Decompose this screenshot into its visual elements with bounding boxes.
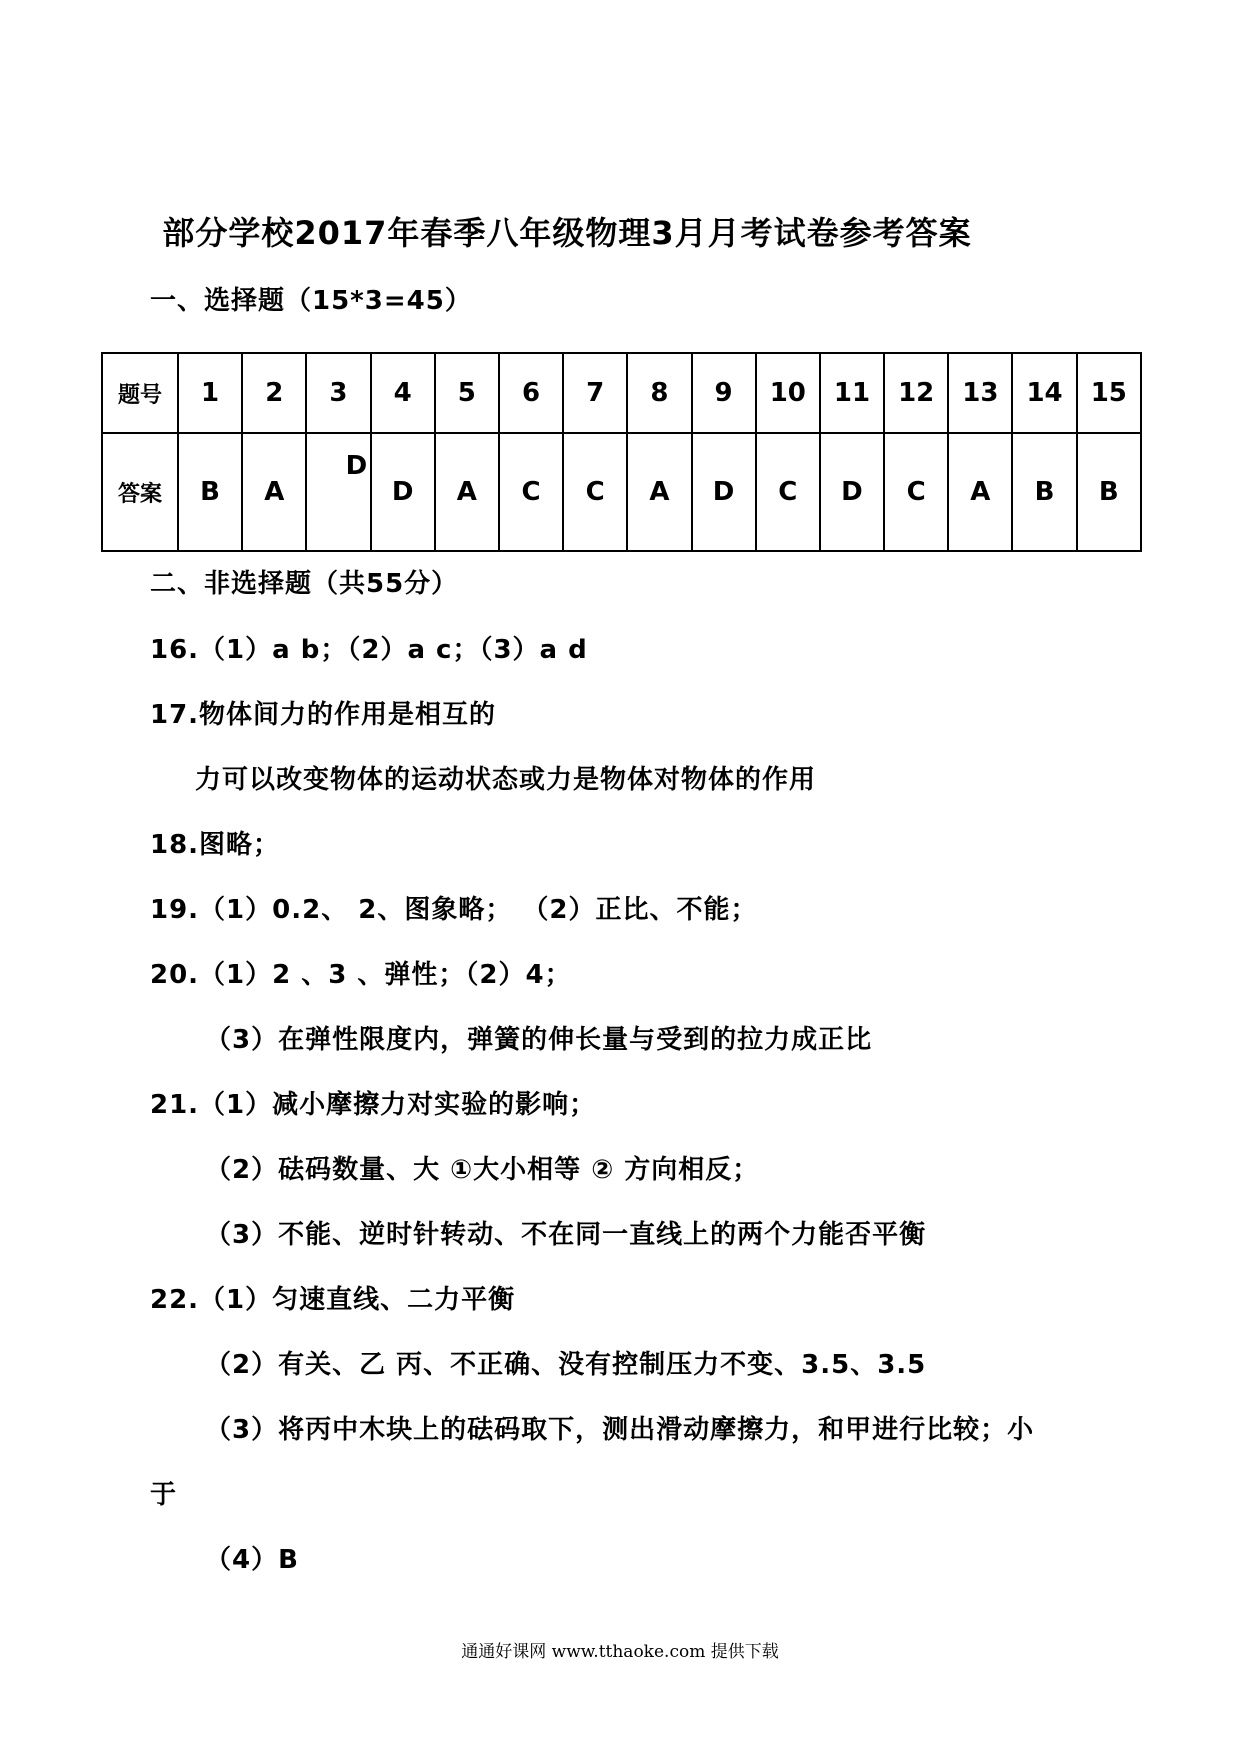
answer-cell: C	[563, 433, 627, 551]
answer-cell: D	[371, 433, 435, 551]
question-number: 8	[627, 353, 691, 433]
answer-cell	[306, 433, 370, 551]
answer-line-22-2: （2）有关、乙 丙、不正确、没有控制压力不变、3.5、3.5	[205, 1350, 927, 1380]
question-number: 7	[563, 353, 627, 433]
answer-line-22-4: （4）B	[205, 1545, 299, 1575]
answer-line-22-3-cont: 于	[150, 1480, 178, 1510]
answer-cell: A	[948, 433, 1012, 551]
question-number: 13	[948, 353, 1012, 433]
answer-line-21-2: （2）砝码数量、大 ①大小相等 ② 方向相反；	[205, 1155, 760, 1185]
answer-cell: D	[820, 433, 884, 551]
row-label-question: 题号	[102, 353, 178, 433]
document-title: 部分学校2017年春季八年级物理3月月考试卷参考答案	[162, 214, 972, 252]
question-number: 6	[499, 353, 563, 433]
question-number: 11	[820, 353, 884, 433]
question-number: 3	[306, 353, 370, 433]
answer-cell-text: D	[345, 451, 368, 481]
question-number: 1	[178, 353, 242, 433]
answer-line-22: 22.（1）匀速直线、二力平衡	[150, 1285, 516, 1315]
question-number: 15	[1077, 353, 1141, 433]
answer-line-17: 17.物体间力的作用是相互的	[150, 700, 497, 730]
answer-cell: C	[756, 433, 820, 551]
question-number: 10	[756, 353, 820, 433]
question-number: 5	[435, 353, 499, 433]
answer-cell: B	[1077, 433, 1141, 551]
answer-line-22-3: （3）将丙中木块上的砝码取下，测出滑动摩擦力，和甲进行比较；小	[205, 1415, 1035, 1445]
answer-line-20: 20.（1）2 、3 、弹性；（2）4；	[150, 960, 572, 990]
section-nonchoice-heading: 二、非选择题（共55分）	[150, 569, 459, 599]
answer-line-21-3: （3）不能、逆时针转动、不在同一直线上的两个力能否平衡	[205, 1220, 927, 1250]
row-label-answer: 答案	[102, 433, 178, 551]
answer-cell: A	[242, 433, 306, 551]
answer-line-21: 21.（1）减小摩擦力对实验的影响；	[150, 1090, 597, 1120]
answer-line-17-cont: 力可以改变物体的运动状态或力是物体对物体的作用	[195, 765, 817, 795]
answer-line-18: 18.图略；	[150, 830, 281, 860]
answer-cell: C	[884, 433, 948, 551]
answer-cell: D	[692, 433, 756, 551]
answer-cell: A	[435, 433, 499, 551]
question-number: 9	[692, 353, 756, 433]
question-number: 12	[884, 353, 948, 433]
answer-cell: B	[1012, 433, 1076, 551]
footer-source: 通通好课网 www.tthaoke.com 提供下载	[461, 1642, 779, 1662]
answer-row	[102, 433, 1141, 551]
question-number: 4	[371, 353, 435, 433]
answer-table	[101, 352, 1142, 552]
answer-line-19: 19.（1）0.2、 2、图象略； （2）正比、不能；	[150, 895, 758, 925]
answer-cell: B	[178, 433, 242, 551]
question-number-row	[102, 353, 1141, 433]
question-number: 14	[1012, 353, 1076, 433]
question-number: 2	[242, 353, 306, 433]
section-choice-heading: 一、选择题（15*3=45）	[150, 286, 472, 316]
answer-cell: C	[499, 433, 563, 551]
answer-line-16: 16.（1）a b；（2）a c；（3）a d	[150, 635, 588, 665]
answer-line-20-3: （3）在弹性限度内，弹簧的伸长量与受到的拉力成正比	[205, 1025, 873, 1055]
answer-cell: A	[627, 433, 691, 551]
